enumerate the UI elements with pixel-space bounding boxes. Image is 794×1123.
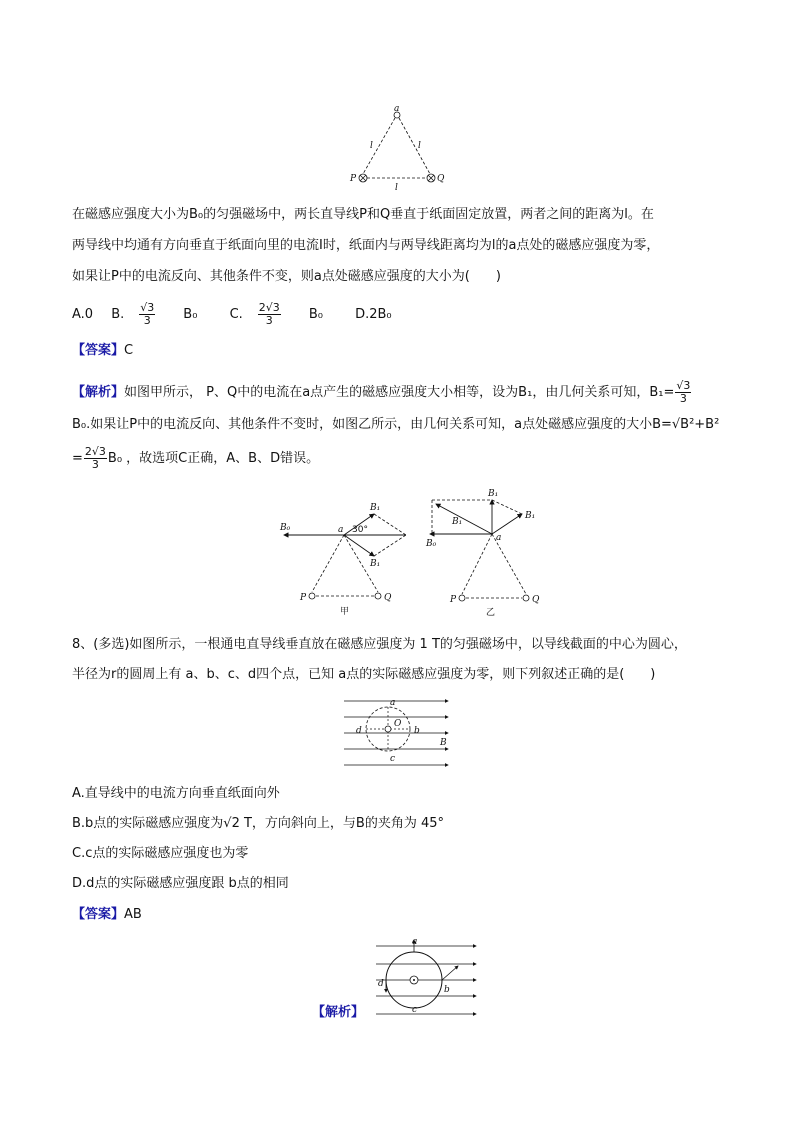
analysis-tag: 【解析】 — [312, 1005, 365, 1020]
q8-fig-label-a: a — [390, 698, 396, 708]
q8-analysis-label-b: b — [444, 985, 450, 995]
q7-answer — [72, 342, 133, 360]
jia-label-angle: 30° — [352, 525, 368, 535]
figure-triangle-pq — [340, 104, 450, 194]
q7-analysis-line-3: = $\frac{2√3}{3}$ B₀ ，故选项C正确，A、B、D错误。 — [72, 445, 320, 471]
q8-fig-label-c: c — [390, 754, 396, 764]
q8-analysis — [312, 1004, 364, 1022]
yi-label-a: a — [496, 533, 502, 543]
yi-label-b1-left: B₁ — [452, 517, 463, 527]
fig-label-l-left: l — [370, 141, 373, 151]
jia-label-q: Q — [384, 593, 392, 603]
fig-label-q: Q — [437, 174, 445, 184]
q8-fig-label-b: b — [414, 726, 420, 736]
q8-option-a: A.直导线中的电流方向垂直纸面向外 — [72, 786, 280, 801]
figure-q8-analysis — [372, 936, 484, 1022]
fig-label-p: P — [350, 174, 357, 184]
q8-answer-value: AB — [124, 907, 142, 922]
q7-option-c: C. $\frac{2√3}{3}$ B₀ — [229, 301, 323, 327]
q7-option-d: D.2B₀ — [355, 307, 392, 322]
jia-label-b0: B₀ — [280, 523, 291, 533]
jia-label-b1-top: B₁ — [370, 503, 381, 513]
q7-stem-line-1: 在磁感应强度大小为B₀的匀强磁场中，两长直导线P和Q垂直于纸面固定放置，两者之间的距离为l。在 — [72, 207, 654, 222]
answer-tag: 【答案】 — [72, 343, 125, 358]
fig-label-l-right: l — [418, 141, 421, 151]
q8-analysis-label-c: c — [412, 1005, 418, 1015]
q8-fig-label-d: d — [356, 726, 362, 736]
q8-option-d: D.d点的实际磁感应强度跟 b点的相同 — [72, 876, 289, 891]
q8-option-c: C.c点的实际磁感应强度也为零 — [72, 846, 249, 861]
q8-option-b: B.b点的实际磁感应强度为√2 T，方向斜向上，与B的夹角为 45° — [72, 816, 445, 831]
jia-caption: 甲 — [340, 607, 350, 617]
figure-jia — [278, 500, 418, 618]
q8-stem-line-1: 8、(多选)如图所示，一根通电直导线垂直放在磁感应强度为 1 T的匀强磁场中，以导线截面的中心为圆心， — [72, 637, 687, 652]
figure-q8-field — [342, 693, 454, 773]
q7-answer-value: C — [124, 343, 134, 358]
yi-label-b1-top: B₁ — [488, 489, 499, 499]
q8-analysis-label-a: a — [412, 937, 418, 947]
fig-label-l-bottom: l — [395, 183, 398, 193]
q7-options — [72, 302, 406, 328]
q7-option-a: A.0 — [72, 307, 94, 322]
q7-analysis-line-1: 【解析】如图甲所示， P、Q中的电流在a点产生的磁感应强度大小相等，设为B₁，由几何关系可知，B₁= $\frac{√3}{3}$ — [72, 379, 691, 405]
fig-label-a: a — [394, 104, 400, 114]
q8-analysis-label-d: d — [378, 979, 384, 989]
yi-caption: 乙 — [486, 608, 496, 618]
figure-yi — [422, 486, 552, 618]
answer-tag: 【答案】 — [72, 907, 125, 922]
jia-label-a: a — [338, 525, 344, 535]
analysis-tag: 【解析】 — [72, 385, 125, 400]
q7-stem-line-3: 如果让P中的电流反向、其他条件不变，则a点处磁感应强度的大小为( ) — [72, 269, 501, 284]
q8-answer — [72, 906, 142, 924]
q8-stem-line-2: 半径为r的圆周上有 a、b、c、d四个点，已知 a点的实际磁感应强度为零，则下列叙述正确的是( ) — [72, 667, 656, 682]
jia-label-p: P — [300, 593, 307, 603]
yi-label-p: P — [450, 595, 457, 605]
yi-label-q: Q — [532, 595, 540, 605]
yi-label-b1-right: B₁ — [525, 511, 536, 521]
q7-stem-line-2: 两导线中均通有方向垂直于纸面向里的电流I时，纸面内与两导线距离均为l的a点处的磁感应强度为零， — [72, 238, 660, 253]
q8-fig-label-b-field: B — [440, 738, 447, 748]
yi-label-b0: B₀ — [426, 539, 437, 549]
q7-analysis-line-2: B₀.如果让P中的电流反向、其他条件不变时，如图乙所示，由几何关系可知，a点处磁感应强度的大小B=√B²+B² — [72, 417, 720, 432]
jia-label-b1-bottom: B₁ — [370, 559, 381, 569]
q8-fig-label-o: O — [394, 719, 402, 729]
q7-option-b: B. $\frac{√3}{3}$ B₀ — [111, 301, 198, 327]
